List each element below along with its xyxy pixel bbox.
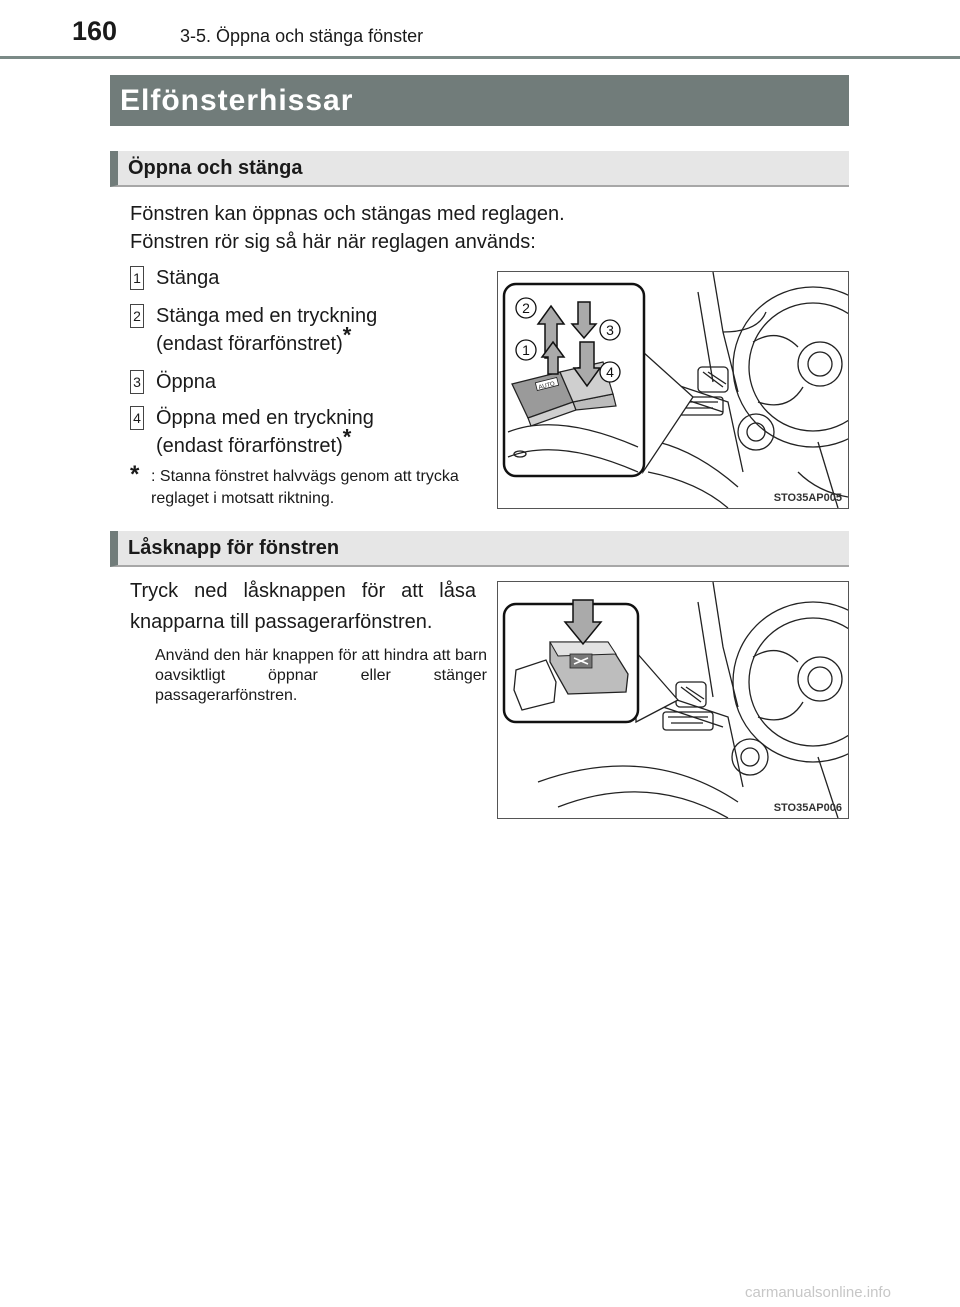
page-number: 160	[72, 16, 118, 46]
callout-2: 2	[522, 300, 530, 316]
callout-3: 3	[606, 322, 614, 338]
subsection-heading-lock: Låsknapp för fönstren	[110, 531, 849, 567]
item-number-box: 1	[130, 266, 144, 290]
item-label: Öppna med en tryckning	[156, 407, 374, 429]
lock-button-illustration	[498, 582, 848, 818]
figure-window-switches	[497, 271, 849, 509]
subsection-heading-open-close: Öppna och stänga	[110, 151, 849, 187]
lock-instruction: Tryck ned låsknappen för att låsa knapparna till passagerarfönstren.	[130, 580, 476, 633]
figure-code: STO35AP006	[773, 802, 842, 814]
car-door-illustration	[498, 272, 848, 508]
item-label: Stänga med en tryckning	[156, 305, 378, 327]
item-number-box: 2	[130, 304, 144, 328]
item-label: Öppna	[156, 371, 217, 393]
item-qualifier: (endast förarfönstret)*	[156, 322, 352, 355]
intro-line-2: Fönstren rör sig så här när reglagen används:	[130, 231, 536, 253]
switch-auto-label: AUTO	[538, 381, 556, 392]
footnote	[130, 461, 480, 510]
section-title: Elfönsterhissar	[110, 75, 849, 126]
intro-line-1: Fönstren kan öppnas och stängas med reglagen.	[130, 203, 565, 225]
footnote-star: *	[342, 322, 352, 348]
running-head: 3-5. Öppna och stänga fönster	[180, 26, 424, 46]
footnote-star: *	[130, 461, 140, 488]
figure-lock-button	[497, 581, 849, 819]
lock-note: Använd den här knappen för att hindra att barn oavsiktligt öppnar eller stänger passagerarfönstren.	[155, 647, 487, 704]
item-qualifier: (endast förarfönstret)*	[156, 424, 352, 457]
callout-4: 4	[606, 364, 614, 380]
callout-1: 1	[522, 342, 530, 358]
footnote-text: : Stanna fönstret halvvägs genom att trycka reglaget i motsatt riktning.	[151, 468, 459, 507]
header-rule	[0, 56, 960, 59]
item-number-box: 4	[130, 406, 144, 430]
footnote-star: *	[342, 424, 352, 450]
footer-watermark: carmanualsonline.info	[745, 1284, 891, 1301]
figure-code: STO35AP005	[773, 492, 842, 504]
item-label: Stänga	[156, 267, 220, 289]
item-number-box: 3	[130, 370, 144, 394]
